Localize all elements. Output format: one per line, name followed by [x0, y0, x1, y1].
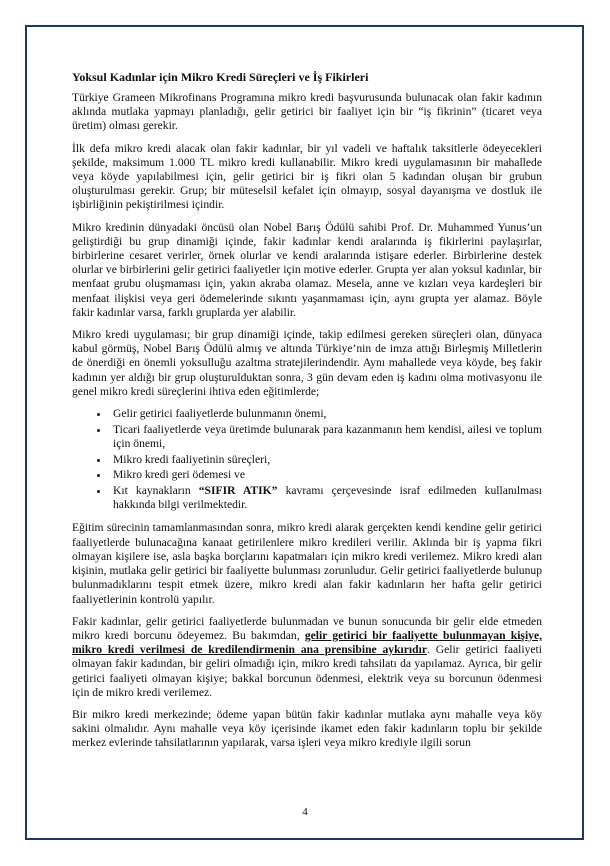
list-item-text: Kıt kaynakların	[113, 484, 199, 498]
list-item: • Gelir getirici faaliyetlerde bulunmanın önemi,	[110, 407, 542, 421]
training-topics-list	[72, 407, 542, 512]
zero-waste-term: “SIFIR ATIK”	[198, 484, 278, 498]
paragraph-intro: Türkiye Grameen Mikrofinans Programına mikro kredi başvurusunda bulunacak olan fakir kadının aklında mutlaka yapmayı planladığı, gelir getirici bir faaliyet için bir “iş fikrinin” (ticaret veya üretim) olması gerekir.	[72, 91, 542, 133]
paragraph-text: . Gelir getirici faaliyeti olmayan fakir kadından, bir geliri olmadığı için, mikro kredi tahsilatı da yapılamaz. Ayrıca, bir gelir getirici faaliyeti olmayan kişiye; bakkal borcunun ödenmesi, elektrik veya su borcunun ödenmesi için de mikro kredi verilemez.	[72, 643, 543, 699]
paragraph-strategy: Mikro kredi uygulaması; bir grup dinamiği içinde, takip edilmesi gereken süreçleri olan, dünyaca kabul görmüş, Nobel Barış Ödülü almış ve altında Türkiye’nin de imza attığı Birleşmiş Milletlerin de önerdiği en önemli yoksulluğu azaltma stratejilerindendir. Aynı mahallede veya köyde, beş fakir kadının yer aldığı bir grup oluşturulduktan sonra, 3 gün devam eden iş kadını olma motivasyonu ile genel mikro kredi süreçlerini ihtiva eden eğitimlerde;	[72, 328, 542, 398]
paragraph-text: Fakir kadınlar, gelir getirici faaliyetlerde bulunmadan ve bunun sonucunda bir gelir elde etmeden mikro kredi borcunu ödeyemez. Bu bakımdan,	[72, 614, 542, 642]
list-item: • Mikro kredi geri ödemesi ve	[110, 468, 542, 482]
page-number: 4	[302, 806, 308, 818]
document-title: Yoksul Kadınlar için Mikro Kredi Süreçleri ve İş Fikirleri	[72, 70, 369, 84]
paragraph-income-principle	[72, 615, 542, 700]
list-item-text: kavramı çerçevesinde israf edilmeden kullanılması hakkında bilgi verilmektedir.	[113, 484, 542, 512]
paragraph-loan-limit: İlk defa mikro kredi alacak olan fakir kadınlar, bir yıl vadeli ve haftalık taksitlerle ödeyecekleri şekilde, maksimum 1.000 TL mikro kredi kullanabilir. Mikro kredi uygulamasının bir mahallede veya köyde yapılabilmesi için, gelir getirici bir iş fikri olan 5 kadından oluşan bir grubun oluşturulması gerekir. Grup; bir müteselsil kefalet için olmayıp, sosyal dayanışma ve dostluk ile işbirliğinin pekiştirilmesi içindir.	[72, 141, 542, 212]
document-body	[72, 70, 542, 759]
paragraph-group-dynamics: Mikro kredinin dünyadaki öncüsü olan Nobel Barış Ödülü sahibi Prof. Dr. Muhammed Yunus’un geliştirdiği bu grup dinamiği içinde, fakir kadınlar kendi aralarında iş fikirlerini paylaşırlar, birbirlerine cesaret verirler, örnek olurlar ve kendi aralarında istişare ederler. Birbirlerine destek olurlar ve birbirlerini gelir getirici faaliyetler için motive ederler. Grupta yer alan yoksul kadınlar, bir menfaat grubu oluşmaması için, yakın akraba olamaz. Mesela, anne ve kızları veya kardeşleri bir menfaat ilişkisi veya geri ödemelerinde sıkıntı yaşanmaması için, aynı grupta yer alamaz. Böyle fakir kadınlar varsa, farklı gruplarda yer alabilir.	[72, 220, 542, 319]
list-item: • Mikro kredi faaliyetinin süreçleri,	[110, 453, 542, 467]
principle-emphasis: gelir getirici bir faaliyette bulunmayan kişiye, mikro kredi verilmesi de kredilendirmenin ana prensibine aykırıdır	[72, 628, 543, 657]
list-item: • Ticari faaliyetlerde veya üretimde bulunarak para kazanmanın hem kendisi, ailesi ve toplum için önemi,	[110, 423, 542, 451]
paragraph-after-training: Eğitim sürecinin tamamlanmasından sonra, mikro kredi alarak gerçekten kendi kendine gelir getirici faaliyetlerde bulunacağına kanaat getirilenlere mikro kredileri verilir. Aklında bir iş yapma fikri olmayan kişilere ise, asla başka borçlarını kapatmaları için mikro kredi verilemez. Mikro kredi alan kişinin, mutlaka gelir getirici bir faaliyette bulunması zorunludur. Gelir getirici faaliyetlerde bulunup bulunmadıklarını tespit etmek üzere, mikro kredi alan fakir kadınların her hafta gelir getirici faaliyetlerinin kontrolü yapılır.	[72, 521, 542, 606]
list-item	[110, 484, 542, 512]
paragraph-center: Bir mikro kredi merkezinde; ödeme yapan bütün fakir kadınlar mutlaka aynı mahalle veya köy sakini olmalıdır. Aynı mahalle veya köy içerisinde ikamet eden fakir kadınların toplu bir şekilde merkez evlerinde tahsilatlarının yapılarak, varsa işleri veya mikro krediyle ilgili sorun	[72, 707, 542, 750]
